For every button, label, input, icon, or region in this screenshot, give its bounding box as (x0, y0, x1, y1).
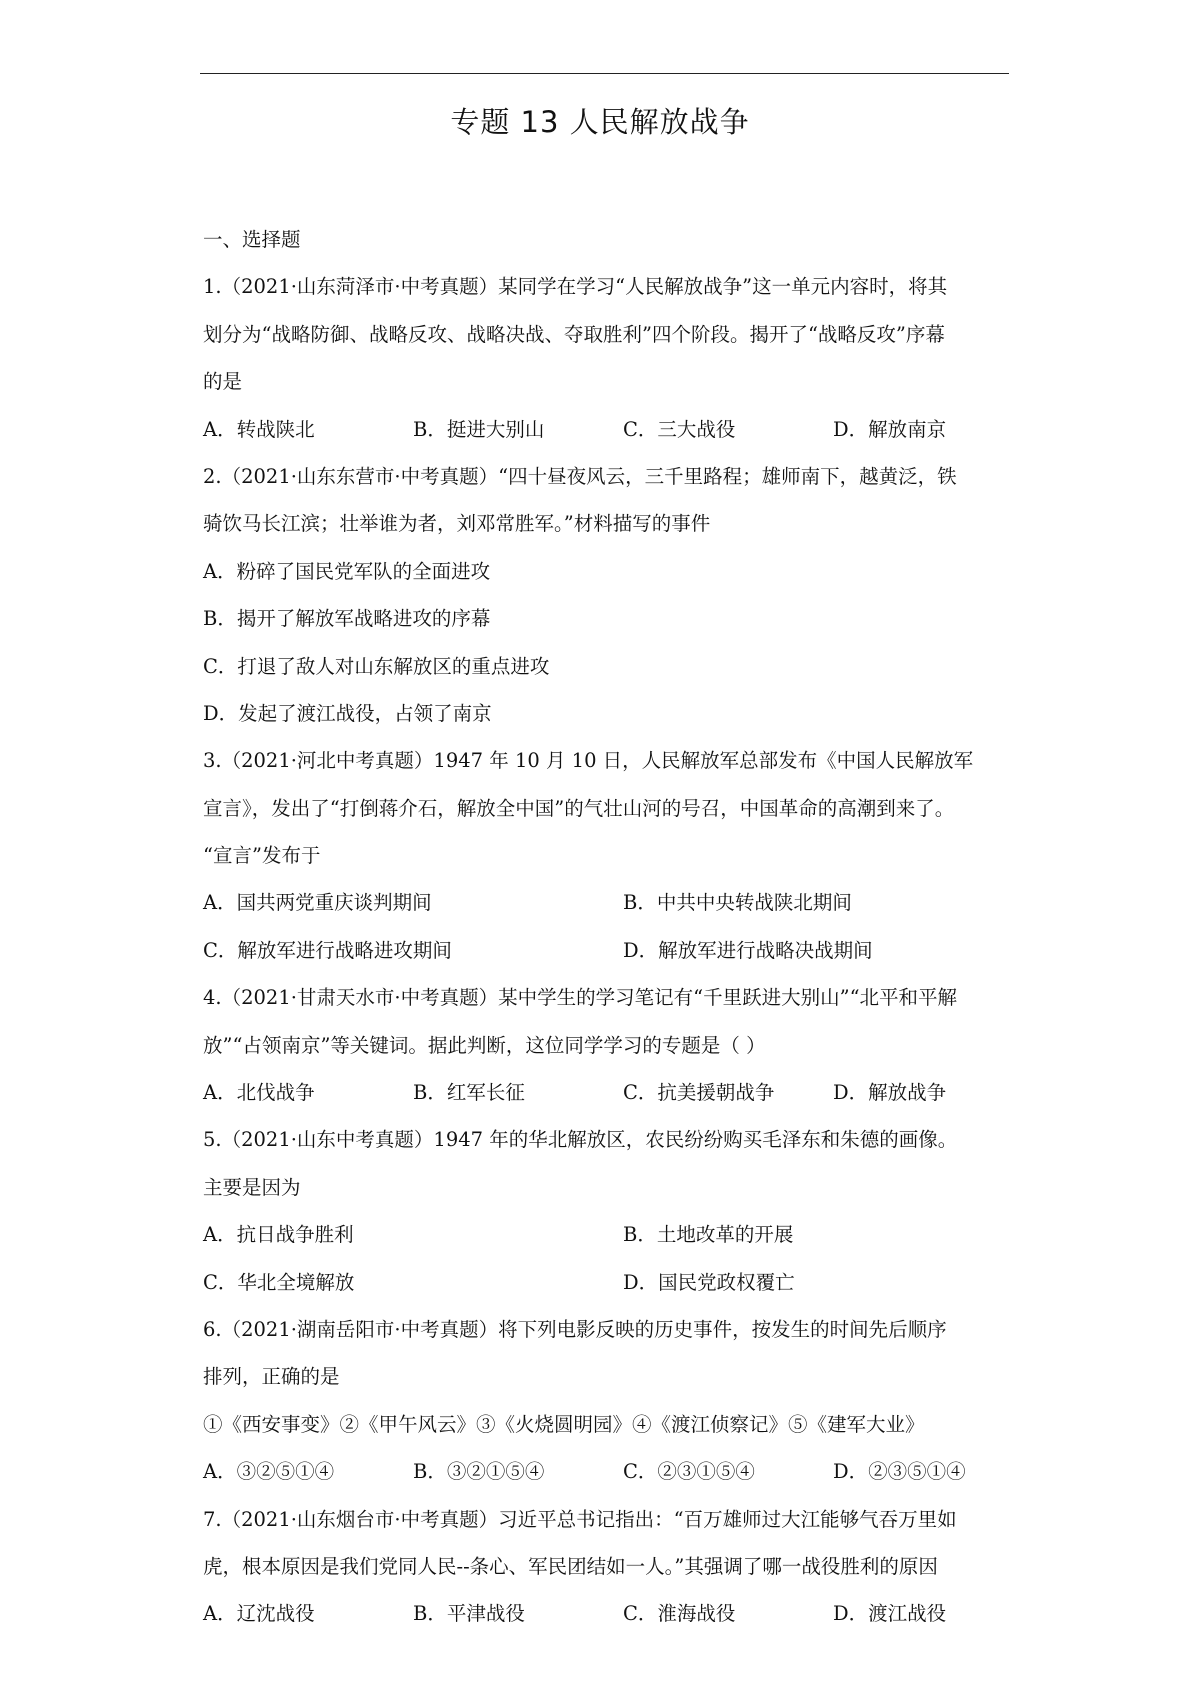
options-row (203, 1448, 1009, 1495)
option-b: B．平津战役 (413, 1602, 525, 1626)
option-b: B．中共中央转战陕北期间 (623, 891, 852, 915)
question-text: 的是 (203, 370, 243, 394)
question-text: 4.（2021·甘肃天水市·中考真题）某中学生的学习笔记有“千里跃进大别山”“北平和平解 (203, 986, 958, 1010)
option-d: D．②③⑤①④ (833, 1460, 966, 1484)
question-text: 放”“占领南京”等关键词。据此判断，这位同学学习的专题是（ ） (203, 1033, 766, 1057)
option-c: C．淮海战役 (623, 1602, 736, 1626)
question-2 (203, 453, 1009, 737)
option-c: C．抗美援朝战争 (623, 1081, 775, 1105)
question-text: 骑饮马长江滨；壮举谁为者，刘邓常胜军。”材料描写的事件 (203, 512, 711, 536)
question-text: 主要是因为 (203, 1175, 301, 1199)
question-text: “宣言”发布于 (203, 844, 321, 868)
options-row (203, 927, 1009, 974)
option-b: B．揭开了解放军战略进攻的序幕 (203, 607, 491, 631)
options-row (203, 1211, 1009, 1258)
option-d: D．渡江战役 (833, 1602, 947, 1626)
option-a: A．粉碎了国民党军队的全面进攻 (203, 559, 491, 583)
option-c: C．②③①⑤④ (623, 1460, 755, 1484)
options-row (203, 1590, 1009, 1637)
question-text: 6.（2021·湖南岳阳市·中考真题）将下列电影反映的历史事件，按发生的时间先后顺序 (203, 1317, 947, 1341)
option-a: A．③②⑤①④ (203, 1460, 335, 1484)
option-c: C．打退了敌人对山东解放区的重点进攻 (203, 654, 550, 678)
question-text: ①《西安事变》②《甲午风云》③《火烧圆明园》④《渡江侦察记》⑤《建军大业》 (203, 1412, 925, 1436)
option-d: D．解放南京 (833, 417, 947, 441)
question-text: 5.（2021·山东中考真题）1947 年的华北解放区，农民纷纷购买毛泽东和朱德的画像。 (203, 1128, 958, 1152)
section-heading: 一、选择题 (203, 228, 301, 251)
question-text: 3.（2021·河北中考真题）1947 年 10 月 10 日，人民解放军总部发布《中国人民解放军 (203, 749, 974, 773)
question-list (203, 216, 1009, 1638)
option-d: D．解放军进行战略决战期间 (623, 938, 873, 962)
question-3 (203, 737, 1009, 974)
option-b: B．红军长征 (413, 1081, 525, 1105)
option-b: B．③②①⑤④ (413, 1460, 545, 1484)
option-d: D．国民党政权覆亡 (623, 1270, 795, 1294)
options-row (203, 406, 1009, 453)
question-1 (203, 263, 1009, 453)
question-4 (203, 974, 1009, 1116)
question-text: 2.（2021·山东东营市·中考真题）“四十昼夜风云，三千里路程；雄师南下，越黄泛，铁 (203, 464, 957, 488)
question-text: 7.（2021·山东烟台市·中考真题）习近平总书记指出：“百万雄师过大江能够气吞万里如 (203, 1507, 957, 1531)
question-text: 宣言》，发出了“打倒蒋介石，解放全中国”的气壮山河的号召，中国革命的高潮到来了。 (203, 796, 955, 820)
question-text: 虎，根本原因是我们党同人民--条心、军民团结如一人。”其强调了哪一战役胜利的原因 (203, 1554, 938, 1578)
option-a: A．辽沈战役 (203, 1602, 315, 1626)
option-a: A．转战陕北 (203, 417, 315, 441)
option-c: C．华北全境解放 (203, 1270, 355, 1294)
option-a: A．国共两党重庆谈判期间 (203, 891, 432, 915)
option-c: C．解放军进行战略进攻期间 (203, 938, 452, 962)
header-rule (200, 73, 1009, 74)
page-title: 专题 13 人民解放战争 (450, 105, 750, 139)
question-text: 1.（2021·山东菏泽市·中考真题）某同学在学习“人民解放战争”这一单元内容时，将其 (203, 275, 948, 299)
options-row (203, 1069, 1009, 1116)
option-a: A．北伐战争 (203, 1081, 315, 1105)
question-text: 排列，正确的是 (203, 1365, 340, 1389)
options-row (203, 1259, 1009, 1306)
question-7 (203, 1496, 1009, 1638)
option-b: B．挺进大别山 (413, 417, 545, 441)
question-5 (203, 1116, 1009, 1306)
question-6 (203, 1306, 1009, 1496)
option-a: A．抗日战争胜利 (203, 1223, 354, 1247)
option-b: B．土地改革的开展 (623, 1223, 794, 1247)
options-row (203, 879, 1009, 926)
option-d: D．发起了渡江战役，占领了南京 (203, 701, 492, 725)
option-d: D．解放战争 (833, 1081, 947, 1105)
question-text: 划分为“战略防御、战略反攻、战略决战、夺取胜利”四个阶段。揭开了“战略反攻”序幕 (203, 322, 945, 346)
option-c: C．三大战役 (623, 417, 736, 441)
